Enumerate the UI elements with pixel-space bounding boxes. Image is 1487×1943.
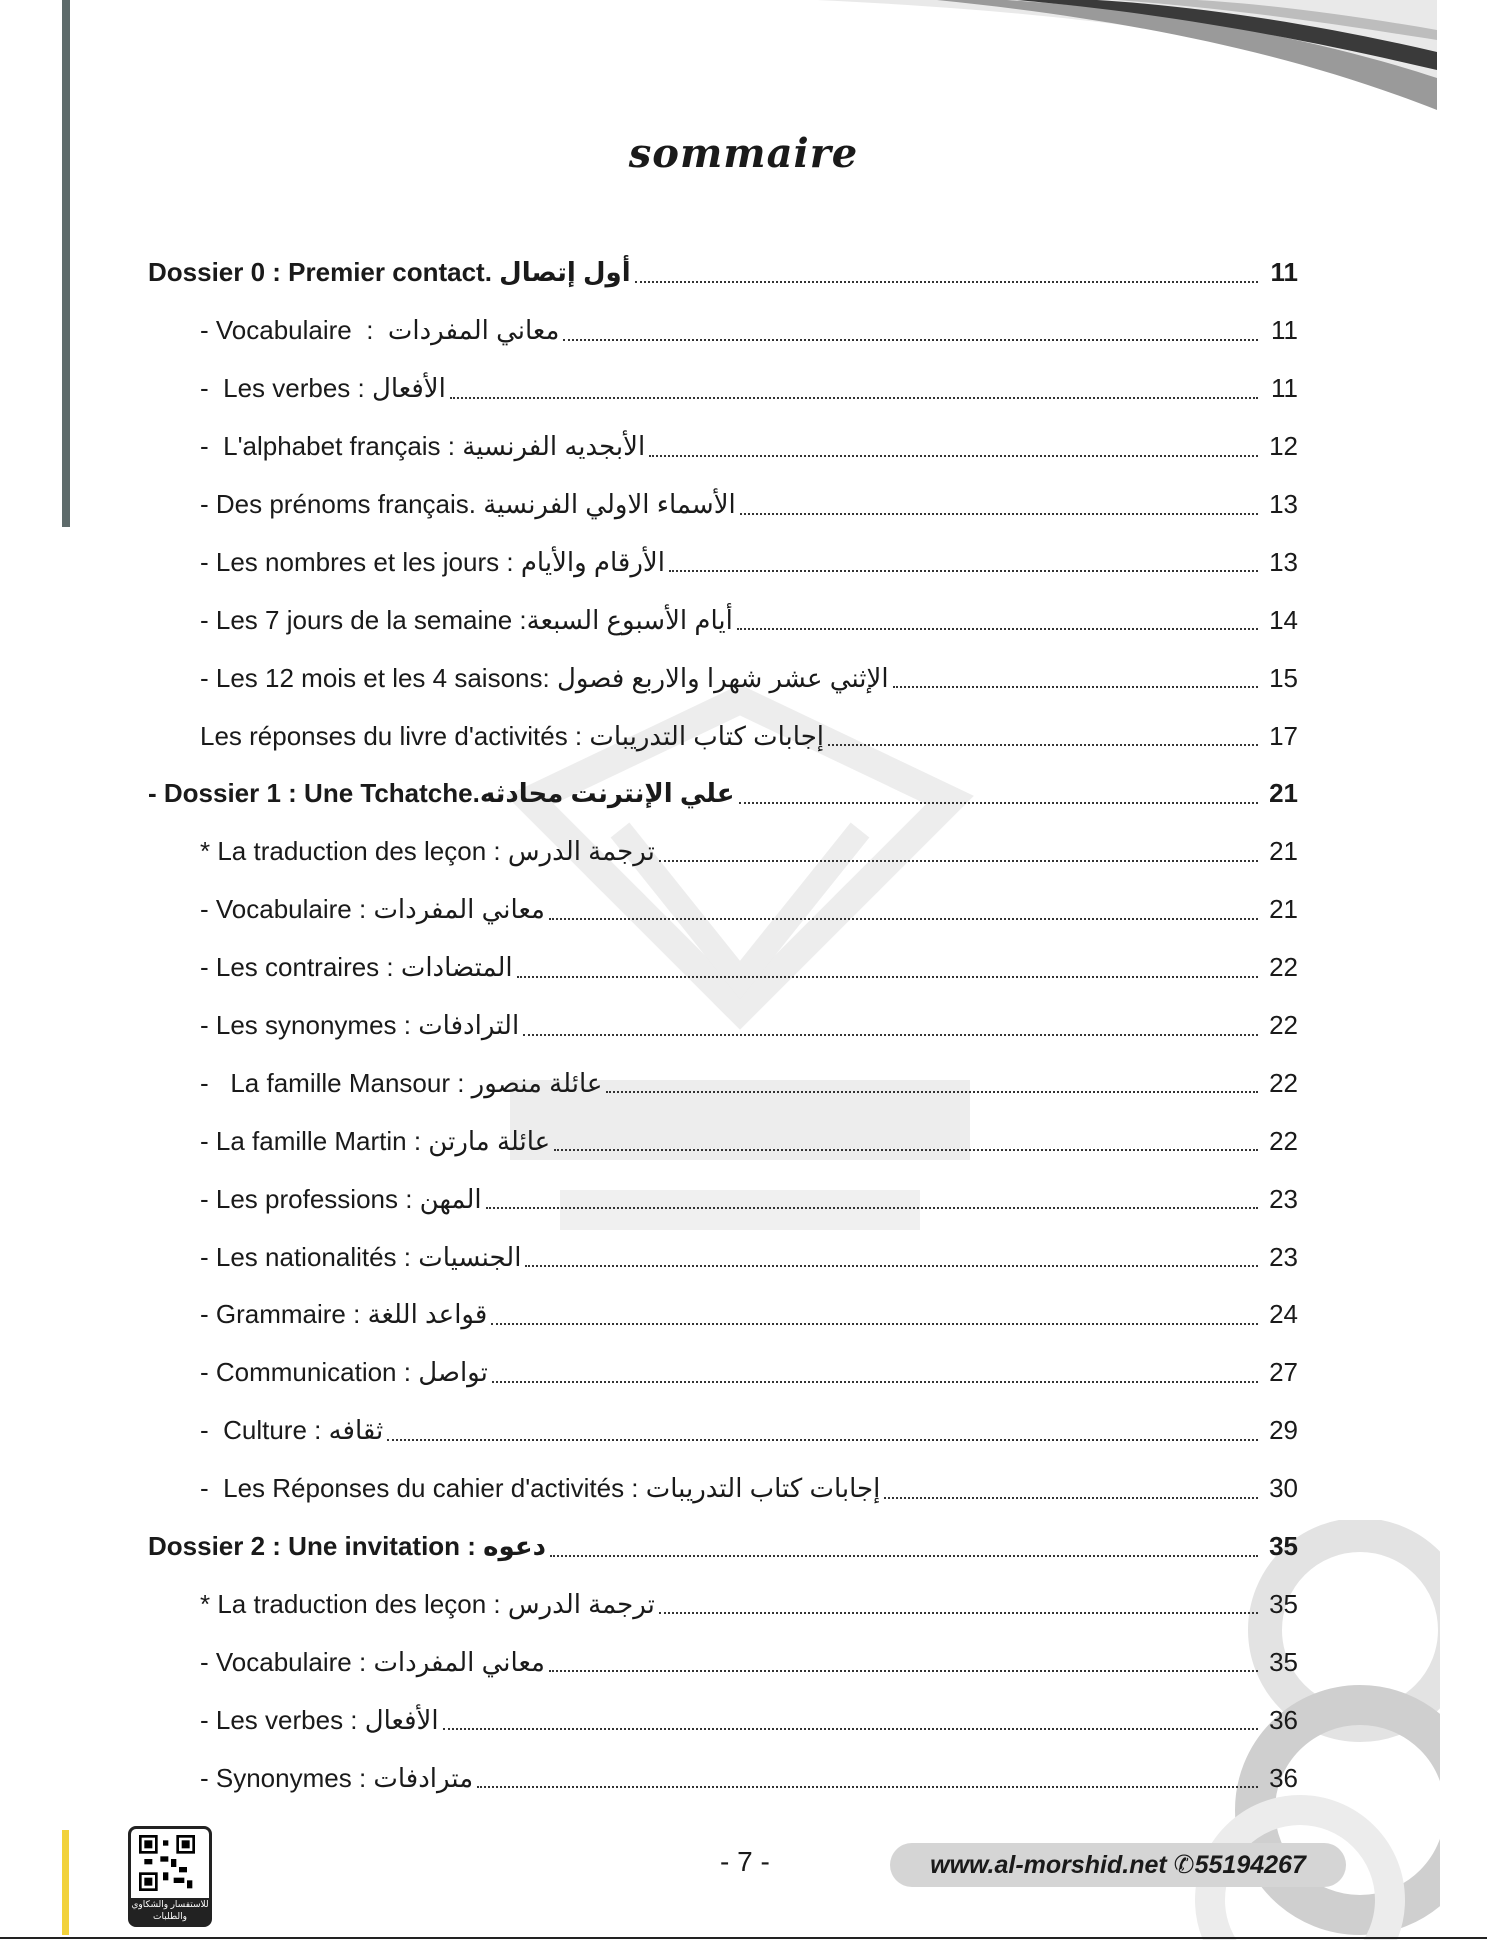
toc-entry-page: 11 xyxy=(1271,315,1298,346)
dot-leader xyxy=(387,1439,1258,1441)
toc-entry-label: - La famille Mansour : عائلة منصور xyxy=(200,1067,603,1098)
toc-entry[interactable] xyxy=(148,1402,1298,1460)
toc-entry[interactable] xyxy=(148,881,1298,939)
table-of-contents xyxy=(148,244,1298,1807)
dot-leader xyxy=(523,1034,1258,1036)
toc-entry-label: * La traduction des leçon : ترجمة الدرس xyxy=(200,836,655,867)
toc-entry[interactable] xyxy=(148,1228,1298,1286)
toc-entry[interactable] xyxy=(148,302,1298,360)
dot-leader xyxy=(491,1323,1258,1325)
toc-entry-label: - Les nombres et les jours : الأرقام والأيام xyxy=(200,546,665,577)
dot-leader xyxy=(828,744,1258,746)
toc-entry[interactable] xyxy=(148,360,1298,418)
toc-entry-label: Dossier 2 : Une invitation : دعوه xyxy=(148,1531,546,1562)
dot-leader xyxy=(606,1091,1258,1093)
toc-entry-page: 36 xyxy=(1269,1704,1298,1735)
toc-entry-page: 15 xyxy=(1269,662,1298,693)
toc-entry[interactable] xyxy=(148,1575,1298,1633)
dot-leader xyxy=(669,570,1258,572)
toc-entry-page: 29 xyxy=(1269,1415,1298,1446)
toc-entry-page: 14 xyxy=(1269,604,1298,635)
toc-entry[interactable] xyxy=(148,1054,1298,1112)
page-title: sommaire xyxy=(628,130,859,177)
toc-entry-label: - Les 7 jours de la semaine :أيام الأسبوع السبعة xyxy=(200,604,733,635)
toc-entry-page: 22 xyxy=(1269,1125,1298,1156)
toc-entry-label: - Dossier 1 : Une Tchatche.علي الإنترنت محادثه xyxy=(148,778,735,809)
qr-caption: للاستفسار والشكاوي والطلبات xyxy=(131,1898,209,1924)
left-accent-bar xyxy=(62,0,70,527)
dot-leader xyxy=(492,1381,1258,1383)
dot-leader xyxy=(739,802,1258,804)
toc-entry-page: 11 xyxy=(1271,373,1298,404)
toc-entry-label: - Les 12 mois et les 4 saisons: الإثني عشر شهرا والاربع فصول xyxy=(200,662,889,693)
toc-entry[interactable] xyxy=(148,1344,1298,1402)
left-accent-bar-yellow xyxy=(62,1830,69,1935)
toc-entry[interactable] xyxy=(148,244,1298,302)
toc-entry-page: 11 xyxy=(1270,257,1298,288)
qr-code-box xyxy=(128,1826,212,1927)
toc-entry[interactable] xyxy=(148,707,1298,765)
dot-leader xyxy=(443,1728,1258,1730)
toc-entry[interactable] xyxy=(148,1170,1298,1228)
toc-entry-label: - Grammaire : قواعد اللغة xyxy=(200,1299,488,1330)
page-number: - 7 - xyxy=(720,1846,770,1877)
toc-entry-label: - Synonymes : مترادفات xyxy=(200,1762,474,1793)
toc-entry-label: - Communication : تواصل xyxy=(200,1357,488,1388)
toc-entry-label: - La famille Martin : عائلة مارتن xyxy=(200,1125,551,1156)
toc-entry-label: Dossier 0 : Premier contact. أول إتصال xyxy=(148,257,631,288)
toc-entry-page: 12 xyxy=(1269,431,1298,462)
dot-leader xyxy=(525,1265,1258,1267)
toc-entry-page: 22 xyxy=(1269,1010,1298,1041)
toc-entry[interactable] xyxy=(148,1518,1298,1576)
dot-leader xyxy=(649,455,1258,457)
toc-entry-page: 22 xyxy=(1269,952,1298,983)
toc-entry-page: 35 xyxy=(1269,1531,1298,1562)
dot-leader xyxy=(884,1497,1258,1499)
toc-entry-page: 24 xyxy=(1269,1299,1298,1330)
toc-entry-label: - Culture : ثقافه xyxy=(200,1415,384,1446)
bottom-border xyxy=(0,1937,1487,1939)
dot-leader xyxy=(549,918,1258,920)
qr-code-icon xyxy=(139,1835,195,1891)
toc-entry-page: 35 xyxy=(1269,1588,1298,1619)
toc-entry-page: 13 xyxy=(1269,546,1298,577)
website-badge[interactable]: www.al-morshid.net ✆55194267 xyxy=(890,1843,1346,1887)
toc-entry-label: - Les synonymes : الترادفات xyxy=(200,1010,520,1041)
toc-entry-label: - Vocabulaire : معاني المفردات xyxy=(200,1646,545,1677)
toc-entry[interactable] xyxy=(148,591,1298,649)
toc-entry[interactable] xyxy=(148,1112,1298,1170)
toc-entry-page: 22 xyxy=(1269,1067,1298,1098)
toc-entry-label: - Les verbes : الأفعال xyxy=(200,1704,439,1735)
toc-entry[interactable] xyxy=(148,823,1298,881)
toc-entry-label: - Les contraires : المتضادات xyxy=(200,952,513,983)
dot-leader xyxy=(517,976,1258,978)
toc-entry[interactable] xyxy=(148,476,1298,534)
toc-entry[interactable] xyxy=(148,1286,1298,1344)
toc-entry-label: - L'alphabet français : الأبجديه الفرنسية xyxy=(200,431,646,462)
toc-entry-label: * La traduction des leçon : ترجمة الدرس xyxy=(200,1588,655,1619)
toc-entry-page: 13 xyxy=(1269,489,1298,519)
toc-entry[interactable] xyxy=(148,1691,1298,1749)
dot-leader xyxy=(554,1149,1258,1151)
toc-entry-page: 30 xyxy=(1269,1473,1298,1504)
dot-leader xyxy=(450,397,1258,399)
dot-leader xyxy=(486,1207,1258,1209)
dot-leader xyxy=(893,686,1258,688)
dot-leader xyxy=(563,339,1258,341)
toc-entry-label: - Les verbes : الأفعال xyxy=(200,373,446,404)
dot-leader xyxy=(635,281,1258,283)
toc-entry[interactable] xyxy=(148,997,1298,1055)
toc-entry[interactable] xyxy=(148,418,1298,476)
toc-entry-page: 17 xyxy=(1269,720,1298,751)
toc-entry-label: - Les nationalités : الجنسيات xyxy=(200,1241,522,1272)
toc-entry-label: - Les professions : المهن xyxy=(200,1183,482,1214)
toc-entry[interactable] xyxy=(148,939,1298,997)
toc-entry-page: 27 xyxy=(1269,1357,1298,1388)
toc-entry-page: 36 xyxy=(1269,1762,1298,1793)
toc-entry-page: 21 xyxy=(1269,836,1298,867)
dot-leader xyxy=(550,1555,1258,1557)
dot-leader xyxy=(549,1670,1258,1672)
dot-leader xyxy=(659,1612,1258,1614)
toc-entry-page: 23 xyxy=(1269,1241,1298,1272)
top-swoosh-decoration xyxy=(817,0,1437,110)
toc-entry[interactable] xyxy=(148,1633,1298,1691)
toc-entry-label: - Des prénoms français. الأسماء الاولي الفرنسية xyxy=(200,489,736,519)
toc-entry-page: 21 xyxy=(1269,894,1298,925)
toc-entry-label: - Vocabulaire : معاني المفردات xyxy=(200,894,545,925)
toc-entry-page: 23 xyxy=(1269,1183,1298,1214)
toc-entry[interactable] xyxy=(148,765,1298,823)
toc-entry-page: 35 xyxy=(1269,1646,1298,1677)
dot-leader xyxy=(740,513,1258,515)
toc-entry[interactable] xyxy=(148,1460,1298,1518)
toc-entry-label: Les réponses du livre d'activités : إجابات كتاب التدريبات xyxy=(200,720,824,751)
dot-leader xyxy=(477,1786,1258,1788)
dot-leader xyxy=(737,628,1258,630)
toc-entry[interactable] xyxy=(148,533,1298,591)
toc-entry-page: 21 xyxy=(1269,778,1298,809)
dot-leader xyxy=(659,860,1258,862)
toc-entry[interactable] xyxy=(148,649,1298,707)
toc-entry-label: - Les Réponses du cahier d'activités : إجابات كتاب التدريبات xyxy=(200,1473,881,1504)
toc-entry-label: - Vocabulaire : معاني المفردات xyxy=(200,315,560,346)
toc-entry[interactable] xyxy=(148,1749,1298,1807)
